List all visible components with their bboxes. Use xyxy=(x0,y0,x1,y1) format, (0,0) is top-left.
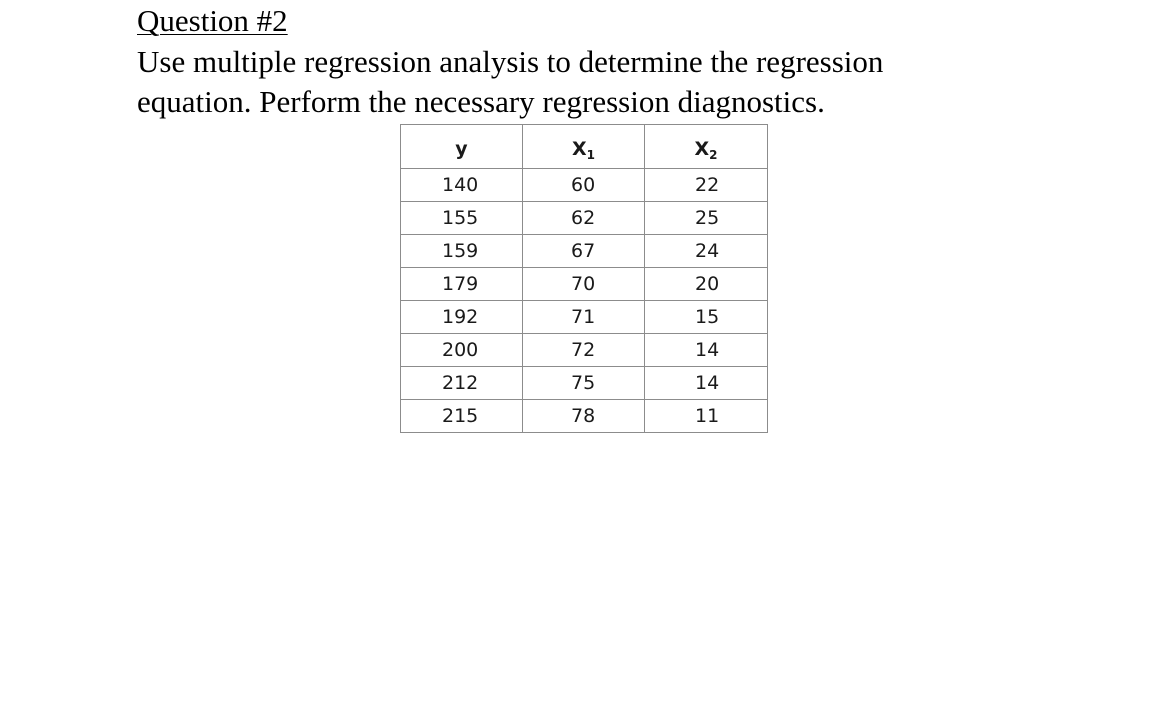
table-row xyxy=(401,367,768,400)
table-row xyxy=(401,400,768,433)
cell-y: 200 xyxy=(401,334,523,367)
cell-y: 140 xyxy=(401,169,523,202)
header-y: y xyxy=(401,125,523,169)
cell-y: 215 xyxy=(401,400,523,433)
cell-x2: 20 xyxy=(645,268,768,301)
cell-y: 212 xyxy=(401,367,523,400)
table-row xyxy=(401,235,768,268)
cell-x2: 24 xyxy=(645,235,768,268)
document-page xyxy=(137,2,1137,122)
cell-x1: 71 xyxy=(523,301,645,334)
header-x2: $X_2$ xyxy=(645,125,768,169)
cell-x2: 25 xyxy=(645,202,768,235)
question-title: Question #2 xyxy=(137,3,288,38)
cell-y: 192 xyxy=(401,301,523,334)
cell-x1: 72 xyxy=(523,334,645,367)
cell-x2: 15 xyxy=(645,301,768,334)
table-row xyxy=(401,334,768,367)
cell-x2: 14 xyxy=(645,367,768,400)
table-row xyxy=(401,301,768,334)
cell-y: 179 xyxy=(401,268,523,301)
cell-x1: 62 xyxy=(523,202,645,235)
table-header-row xyxy=(401,125,768,169)
cell-x1: 67 xyxy=(523,235,645,268)
cell-x2: 14 xyxy=(645,334,768,367)
header-x1: $X_1$ xyxy=(523,125,645,169)
cell-y: 159 xyxy=(401,235,523,268)
cell-x1: 60 xyxy=(523,169,645,202)
data-table xyxy=(400,124,768,433)
cell-x1: 78 xyxy=(523,400,645,433)
question-text xyxy=(137,42,997,122)
cell-x2: 11 xyxy=(645,400,768,433)
question-text-line-1: Use multiple regression analysis to determine the regression xyxy=(137,44,884,79)
cell-x2: 22 xyxy=(645,169,768,202)
cell-y: 155 xyxy=(401,202,523,235)
cell-x1: 70 xyxy=(523,268,645,301)
table-row xyxy=(401,202,768,235)
question-text-line-2: equation. Perform the necessary regression diagnostics. xyxy=(137,84,825,119)
table-row xyxy=(401,268,768,301)
cell-x1: 75 xyxy=(523,367,645,400)
table-row xyxy=(401,169,768,202)
